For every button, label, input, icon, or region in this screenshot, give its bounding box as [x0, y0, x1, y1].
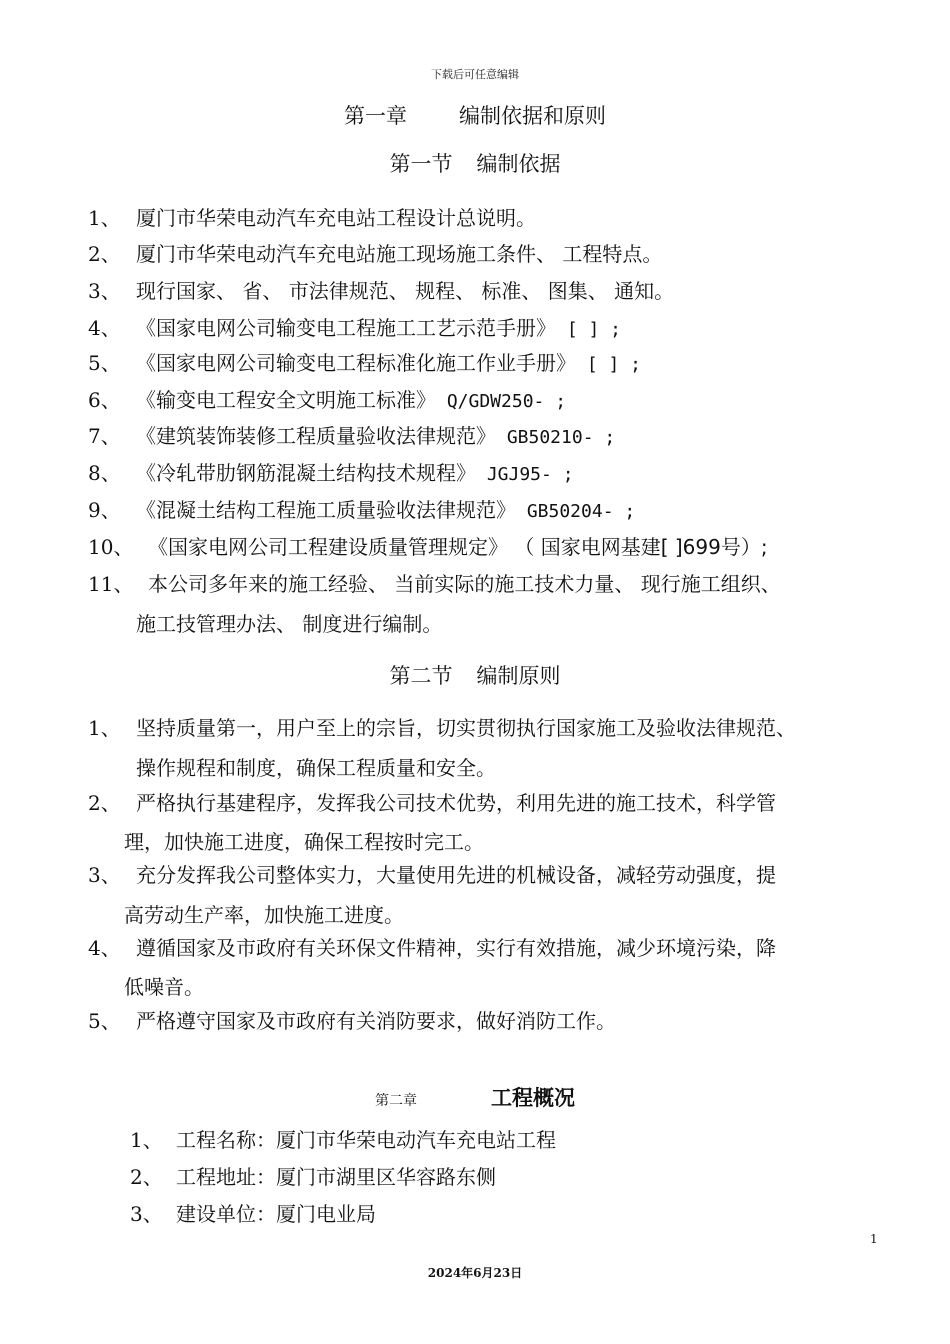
item-number: 2、 [130, 1165, 163, 1189]
principle-item [88, 930, 898, 967]
item-continuation: 高劳动生产率，加快施工进度。 [124, 903, 404, 927]
basis-item [88, 455, 898, 493]
item-text: 严格执行基建程序，发挥我公司技术优势，利用先进的施工技术，科学管 [136, 791, 776, 815]
overview-item [130, 1196, 376, 1233]
basis-item [88, 566, 898, 603]
item-text: 工程名称：厦门市华荣电动汽车充电站工程 [176, 1128, 556, 1152]
section1-heading [0, 148, 950, 178]
basis-item [88, 529, 898, 566]
header-note: 下载后可任意编辑 [431, 68, 519, 81]
item-text: 《输变电工程安全文明施工标准》 [136, 388, 436, 412]
chapter2-title: 工程概况 [491, 1086, 575, 1110]
chapter2-number: 第二章 [375, 1093, 417, 1109]
item-number: 3、 [88, 279, 121, 303]
chapter1-heading [0, 100, 950, 130]
item-number: 6、 [88, 388, 121, 412]
item-text: 建设单位：厦门电业局 [176, 1202, 376, 1226]
section2-number: 第二节 [389, 664, 453, 688]
item-text: 严格遵守国家及市政府有关消防要求，做好消防工作。 [136, 1009, 616, 1033]
item-text: 《国家电网公司输变电工程施工工艺示范手册》 [136, 316, 556, 340]
basis-item [88, 310, 898, 348]
item-number: 9、 [88, 498, 121, 522]
footer-date: 2024年6月23日 [427, 1266, 523, 1280]
item-text: 《国家电网公司工程建设质量管理规定》 （ 国家电网基建[ ]699号）; [148, 535, 768, 559]
basis-item [88, 382, 898, 420]
item-text: 《国家电网公司输变电工程标准化施工作业手册》 [136, 351, 576, 375]
item-continuation: 操作规程和制度，确保工程质量和安全。 [136, 756, 496, 780]
item-reference: JGJ95- ; [476, 464, 574, 485]
item-number: 3、 [88, 863, 121, 887]
item-number: 4、 [88, 936, 121, 960]
section2-heading [0, 660, 950, 690]
item-text: 充分发挥我公司整体实力，大量使用先进的机械设备，减轻劳动强度，提 [136, 863, 776, 887]
principle-item [88, 857, 898, 894]
chapter1-number: 第一章 [344, 104, 407, 128]
item-number: 1、 [88, 206, 121, 230]
item-text: 现行国家、 省、 市法律规范、 规程、 标准、 图集、 通知。 [136, 279, 675, 303]
item-text: 厦门市华荣电动汽车充电站施工现场施工条件、 工程特点。 [136, 242, 663, 266]
item-number: 8、 [88, 461, 121, 485]
item-number: 2、 [88, 242, 121, 266]
item-number: 1、 [130, 1128, 163, 1152]
item-number: 4、 [88, 316, 121, 340]
item-continuation: 理，加快施工进度，确保工程按时完工。 [124, 830, 484, 854]
item-number: 5、 [88, 351, 121, 375]
item-reference: [ ] ; [556, 319, 622, 340]
basis-item [88, 273, 898, 310]
section2-title: 编制原则 [476, 664, 561, 688]
section1-title: 编制依据 [476, 152, 561, 176]
item-continuation: 低噪音。 [124, 975, 204, 999]
section1-number: 第一节 [389, 152, 453, 176]
item-text: 本公司多年来的施工经验、 当前实际的施工技术力量、 现行施工组织、 [148, 572, 781, 596]
basis-item [88, 418, 898, 456]
item-number: 5、 [88, 1009, 121, 1033]
item-number: 10、 [88, 535, 134, 559]
item-reference: GB50204- ; [516, 501, 636, 522]
overview-item [130, 1122, 556, 1159]
item-text: 《建筑装饰装修工程质量验收法律规范》 [136, 424, 496, 448]
item-reference: Q/GDW250- ; [436, 391, 567, 412]
basis-item [88, 345, 898, 383]
basis-item [88, 200, 898, 237]
basis-item [88, 492, 898, 530]
item-number: 7、 [88, 424, 121, 448]
principle-item [88, 785, 898, 822]
item-number: 2、 [88, 791, 121, 815]
item-number: 11、 [88, 572, 134, 596]
chapter1-title: 编制依据和原则 [459, 104, 606, 128]
principle-item [88, 710, 898, 747]
item-text: 厦门市华荣电动汽车充电站工程设计总说明。 [136, 206, 536, 230]
item-text: 坚持质量第一，用户至上的宗旨，切实贯彻执行国家施工及验收法律规范、 [136, 716, 796, 740]
item-number: 1、 [88, 716, 121, 740]
basis-item [88, 236, 898, 273]
item-number: 3、 [130, 1202, 163, 1226]
item-text: 《混凝土结构工程施工质量验收法律规范》 [136, 498, 516, 522]
chapter2-heading [0, 1082, 950, 1112]
overview-item [130, 1159, 496, 1196]
item-continuation: 施工技管理办法、 制度进行编制。 [136, 612, 443, 636]
page-number: 1 [870, 1232, 878, 1246]
item-reference: [ ] ; [576, 354, 642, 375]
item-text: 遵循国家及市政府有关环保文件精神，实行有效措施，减少环境污染，降 [136, 936, 776, 960]
item-text: 《冷轧带肋钢筋混凝土结构技术规程》 [136, 461, 476, 485]
item-text: 工程地址：厦门市湖里区华容路东侧 [176, 1165, 496, 1189]
principle-item [88, 1003, 898, 1040]
item-reference: GB50210- ; [496, 427, 616, 448]
